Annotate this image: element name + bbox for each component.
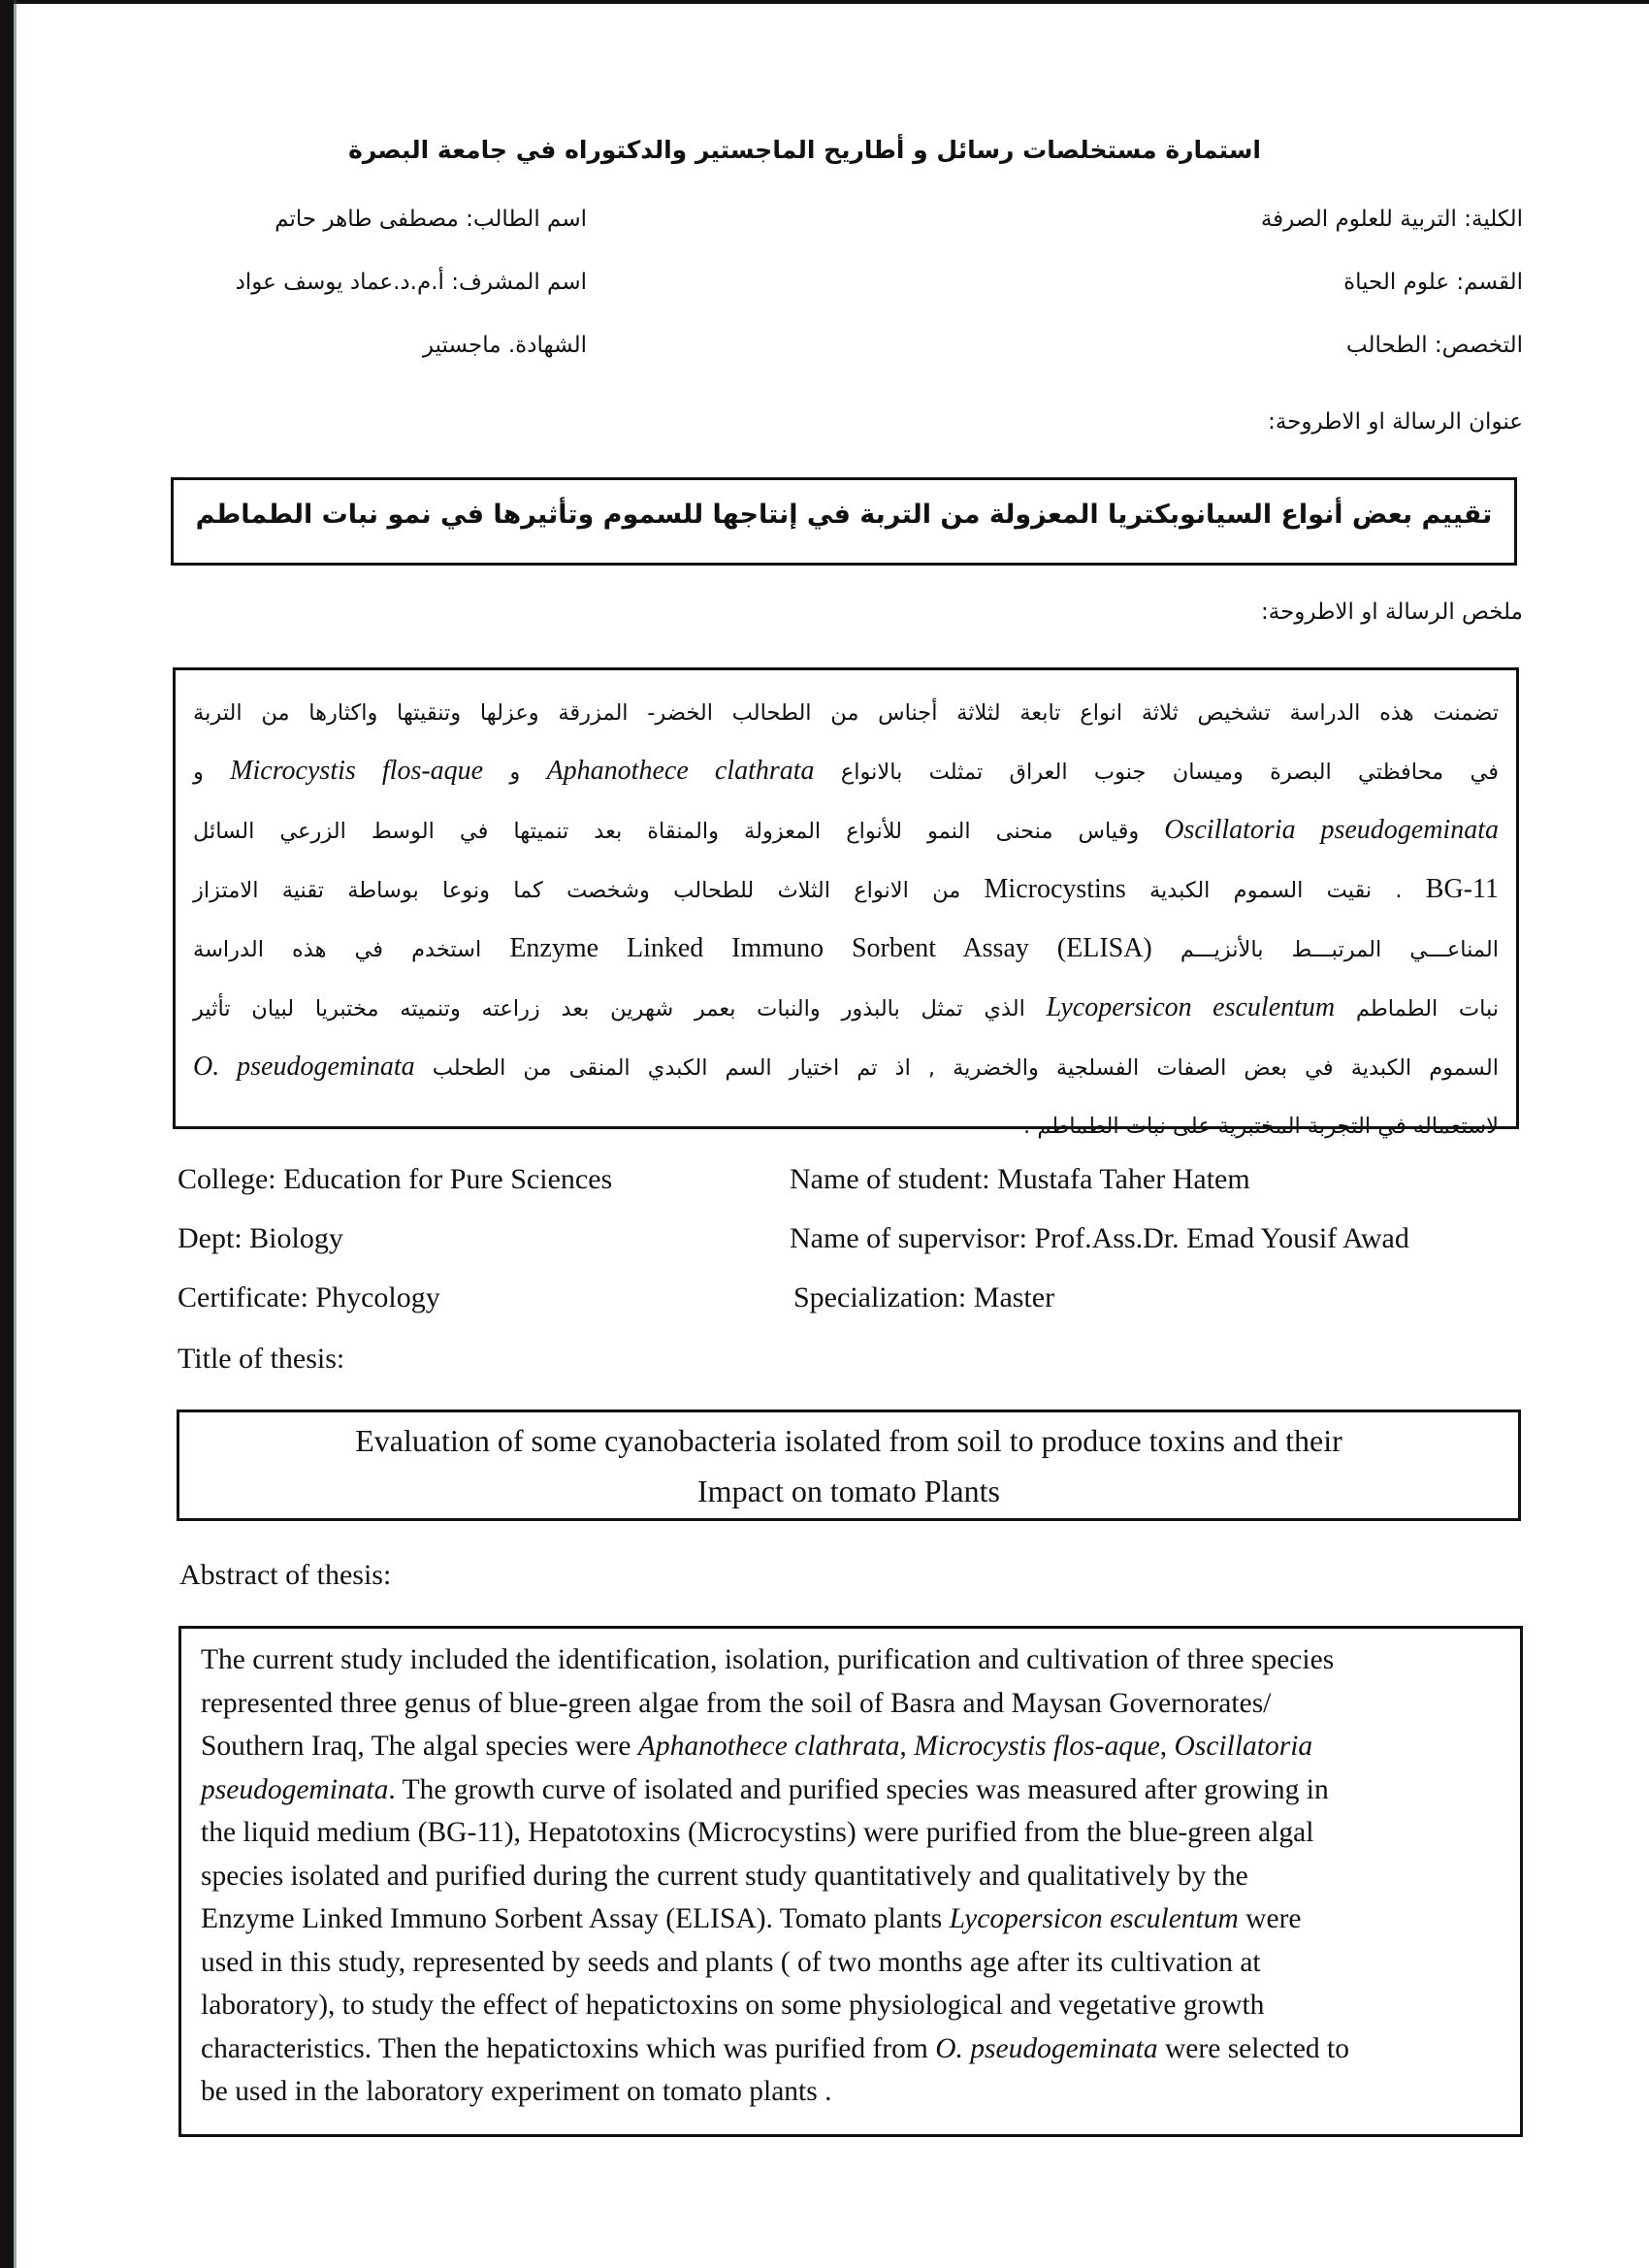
scan-border-top: [0, 0, 1649, 4]
en-text: were: [1238, 1903, 1302, 1934]
en-abstract-line: laboratory), to study the effect of hepatictoxins on some physiological and vegetative growth: [201, 1990, 1265, 2021]
ar-abstract-line: [193, 979, 1499, 1038]
ar-specialization: التخصص: الطحالب: [1345, 333, 1523, 358]
en-text: ,: [899, 1731, 915, 1762]
ar-text: استخدم في هذه الدراسة: [193, 937, 482, 962]
ar-text: الذي تمثل بالبذور والنبات بعمر شهرين بعد زراعته وتنميته مختبريا لبيان تأثير: [193, 996, 1025, 1021]
species-name: Aphanothece clathrata: [546, 756, 815, 786]
ar-text: وقياس منحنى النمو للأنواع المعزولة والمنقاة بعد تنميتها في الوسط الزرعي السائل: [193, 819, 1140, 844]
form-header: استمارة مستخلصات رسائل و أطاريح الماجستير والدكتوراه في جامعة البصرة: [348, 136, 1261, 164]
en-student-name: Name of student: Mustafa Taher Hatem: [790, 1163, 1250, 1195]
en-thesis-title-line: Impact on tomato Plants: [697, 1474, 1000, 1508]
en-text: ,: [1159, 1731, 1175, 1762]
ar-certificate: الشهادة. ماجستير: [422, 333, 587, 358]
ar-abstract-box: [173, 667, 1519, 1139]
ar-college: الكلية: التربية للعلوم الصرفة: [1260, 207, 1523, 232]
species-name: O. pseudogeminata: [935, 2032, 1158, 2064]
scan-border-left: [0, 0, 14, 2268]
ar-text: المناعـــي المرتبـــط بالأنزيـــم: [1180, 937, 1500, 962]
assay-name: Enzyme Linked Immuno Sorbent Assay (ELISA): [509, 933, 1152, 963]
en-certificate: Certificate: Phycology: [178, 1281, 440, 1313]
en-abstract-line: the liquid medium (BG-11), Hepatotoxins (Microcystins) were purified from the blue-green algal: [201, 1817, 1314, 1848]
en-thesis-title-line: Evaluation of some cyanobacteria isolated from soil to produce toxins and their: [355, 1423, 1342, 1458]
en-abstract-line: [201, 1725, 1504, 1768]
en-department: Dept: Biology: [178, 1222, 343, 1254]
en-college: College: Education for Pure Sciences: [178, 1163, 613, 1195]
en-abstract-line: [201, 1768, 1504, 1812]
ar-abstract-line: [193, 920, 1499, 979]
en-text: were selected to: [1157, 2032, 1350, 2064]
en-text: characteristics. Then the hepatictoxins which was purified from: [201, 2032, 936, 2064]
ar-thesis-title-label: عنوان الرسالة او الاطروحة:: [1268, 409, 1523, 435]
species-name: Aphanothece clathrata: [637, 1731, 900, 1762]
ar-text: من الانواع الثلاث للطحالب وشخصت كما ونوعا بوساطة تقنية الامتزاز: [193, 878, 961, 903]
en-abstract-line: used in this study, represented by seeds and plants ( of two months age after its cultivation at: [201, 1946, 1261, 1978]
en-text: Southern Iraq, The algal species were: [201, 1731, 638, 1762]
en-text: Enzyme Linked Immuno Sorbent Assay (ELISA). Tomato plants: [201, 1903, 950, 1934]
ar-text: نبات الطماطم: [1355, 996, 1500, 1021]
species-name: Oscillatoria: [1174, 1731, 1313, 1762]
en-abstract-box: [178, 1626, 1523, 2137]
ar-thesis-title-box: [171, 477, 1517, 566]
en-abstract-line: represented three genus of blue-green algae from the soil of Basra and Maysan Governorates/: [201, 1687, 1272, 1719]
ar-thesis-title: تقييم بعض أنواع السيانوبكتريا المعزولة من التربة في إنتاجها للسموم وتأثيرها في نمو نبات الطماطم: [195, 500, 1493, 530]
ar-text: السموم الكبدية في بعض الصفات الفسلجية والخضرية , اذ تم اختيار السم الكبدي المنقى من الطحلب: [432, 1055, 1499, 1081]
ar-department: القسم: علوم الحياة: [1343, 270, 1523, 295]
ar-text: و: [193, 760, 204, 785]
scan-border-left-inner: [14, 0, 16, 2268]
ar-student-name: اسم الطالب: مصطفى طاهر حاتم: [275, 207, 587, 232]
ar-text: و: [509, 760, 521, 785]
en-abstract-line: [201, 1897, 1504, 1941]
en-text: . The growth curve of isolated and purified species was measured after growing in: [388, 1773, 1329, 1805]
species-name: Microcystis flos-aque: [230, 756, 484, 786]
ar-text: لاستعماله في التجربة المختبرية على نبات الطماطم .: [1023, 1114, 1499, 1139]
ar-abstract-line: [193, 801, 1499, 860]
en-abstract-line: be used in the laboratory experiment on tomato plants .: [201, 2076, 832, 2107]
medium-name: BG-11: [1425, 874, 1499, 904]
species-name: Lycopersicon esculentum: [1046, 992, 1336, 1022]
ar-abstract-line: [193, 860, 1499, 920]
ar-text: . نقيت السموم الكبدية: [1148, 878, 1403, 903]
en-abstract-line: species isolated and purified during the current study quantitatively and qualitatively by the: [201, 1860, 1248, 1892]
ar-abstract-line: [193, 684, 1499, 742]
species-name: pseudogeminata: [201, 1773, 389, 1805]
en-abstract-line: [201, 2027, 1504, 2071]
en-thesis-title-label: Title of thesis:: [178, 1343, 345, 1375]
ar-abstract-line: [193, 742, 1499, 801]
species-name: O. pseudogeminata: [193, 1052, 415, 1082]
ar-abstract-line: [193, 1038, 1499, 1097]
en-thesis-title-box: [177, 1409, 1521, 1521]
ar-abstract-line: [193, 1097, 1499, 1155]
species-name: Lycopersicon esculentum: [949, 1903, 1239, 1934]
species-name: Oscillatoria pseudogeminata: [1164, 815, 1499, 845]
ar-abstract-label: ملخص الرسالة او الاطروحة:: [1260, 599, 1523, 625]
ar-text: تضمنت هذه الدراسة تشخيص ثلاثة انواع تابعة لثلاثة أجناس من الطحالب الخضر- المزرقة وعزلها وتنقيتها واكثارها من التربة: [193, 700, 1499, 726]
en-specialization: Specialization: Master: [793, 1281, 1055, 1313]
en-abstract-label: Abstract of thesis:: [179, 1559, 392, 1591]
ar-text: في محافظتي البصرة وميسان جنوب العراق تمثلت بالانواع: [840, 760, 1500, 785]
en-abstract-line: The current study included the identification, isolation, purification and cultivation of three species: [201, 1644, 1335, 1675]
ar-supervisor-name: اسم المشرف: أ.م.د.عماد يوسف عواد: [235, 270, 587, 295]
species-name: Microcystis flos-aque: [914, 1731, 1160, 1762]
en-supervisor-name: Name of supervisor: Prof.Ass.Dr. Emad Yousif Awad: [790, 1222, 1409, 1254]
toxin-name: Microcystins: [984, 874, 1126, 904]
